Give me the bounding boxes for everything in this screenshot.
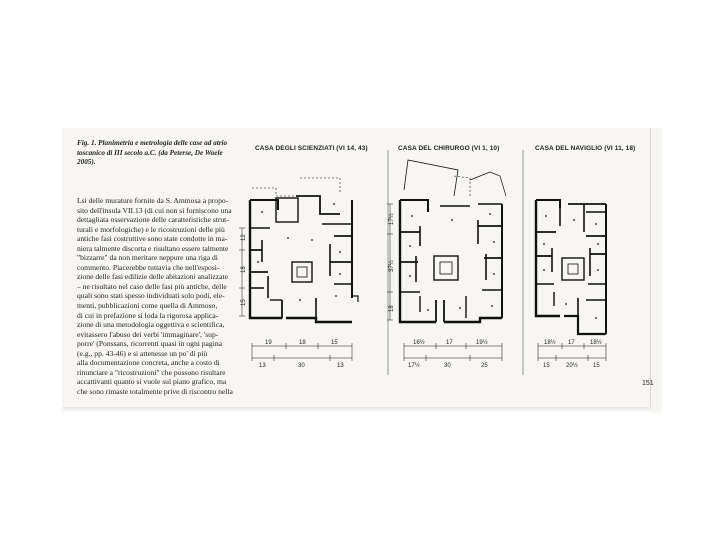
text-line: "bizzarre" da non meritare neppure una riga di: [77, 253, 218, 263]
text-line: che sono rimaste totalmente prive di riscontro nella: [77, 386, 233, 396]
dim-bottom: 13: [259, 363, 266, 369]
text-line: evitassero l'abuso dei verbi 'immaginare', 'sup-: [77, 329, 219, 339]
dim-bottom: 20½: [566, 363, 578, 369]
dim-bottom: 15: [331, 340, 338, 346]
plan-scienziati: [239, 178, 358, 361]
plan-title-chirurgo: CASA DEL CHIRURGO (VI 1, 10): [398, 145, 500, 152]
dim-left-3: 18: [389, 305, 395, 312]
dim-bottom: 30: [444, 363, 451, 369]
text-line: zione delle fasi edilizie delle abitazioni analizzate: [77, 272, 228, 282]
text-line: – ne risultato nel caso delle fasi più antiche, delle: [77, 281, 227, 291]
dim-bottom: 17½: [408, 363, 420, 369]
dim-bottom: 30: [298, 363, 305, 369]
text-line: (e.g., pp. 43-46) e si attenesse un po' di più: [77, 348, 208, 358]
text-line: dettagliata osservazione delle caratteristiche strut-: [77, 215, 229, 225]
plan-title-scienziati: CASA DEGLI SCIENZIATI (VI 14, 43): [255, 145, 368, 152]
text-line: menti, pubblicazioni come quella di Ammoso,: [77, 301, 218, 311]
text-line: rinunciare a "ricostruzioni" che possono risultare: [77, 367, 226, 377]
text-line: Lsi delle murature fornite da S. Ammosa a propo-: [77, 196, 229, 205]
text-line: commento. Piacerebbe tuttavia che nell'esposi-: [77, 262, 220, 272]
dim-bottom: 15: [543, 363, 550, 369]
dim-bottom: 18: [299, 340, 306, 346]
dim-bottom: 17: [446, 340, 453, 346]
text-line: accattivanti quanto si vuole sul piano grafico, ma: [77, 377, 227, 387]
text-line: quali sono stati spesso individuati solo podi, ele-: [77, 291, 225, 301]
plan-title-naviglio: CASA DEL NAVIGLIO (VI 11, 18): [535, 145, 636, 152]
plan-naviglio: [536, 200, 606, 361]
dim-bottom: 17: [568, 340, 575, 346]
dim-bottom: 15: [593, 363, 600, 369]
text-line: zione di una metodologia oggettiva e scientifica,: [77, 320, 225, 330]
dim-left-3: 15: [241, 299, 247, 306]
dim-bottom: 18½: [544, 340, 556, 346]
text-line: turali e morfologiche) e le ricostruzioni delle più: [77, 224, 225, 234]
text-line: alla documentazione concreta, anche a costo di: [77, 358, 220, 368]
dim-bottom: 18½: [590, 340, 602, 346]
page-number: 151: [642, 380, 654, 387]
text-line: porre' (Ponssans, ricorrenti quasi in ogni pagina: [77, 339, 222, 349]
dim-left-2: 18: [241, 266, 247, 273]
dim-left-1: 17½: [389, 213, 395, 225]
dim-bottom: 19½: [476, 340, 488, 346]
text-line: sito dell'insula VII.13 (di cui non si forniscono una: [77, 205, 232, 215]
figure-caption: Fig. 1. Planimetria e metrologia delle case ad atrio toscanico di III secolo a.C. (da Peterse, De Waele 2005).: [77, 139, 228, 166]
dim-bottom: 16½: [413, 340, 425, 346]
dim-bottom: 13: [337, 363, 344, 369]
dim-bottom: 25: [481, 363, 488, 369]
dim-left-1: 12: [241, 234, 247, 241]
dim-bottom: 19: [265, 340, 272, 346]
text-line: di cui in prefazione si loda la rigorosa applica-: [77, 310, 219, 320]
dim-left-2: 37½: [389, 260, 395, 272]
text-line: niera talmente discorta e risultano essere talmente: [77, 243, 229, 253]
plan-chirurgo: [387, 160, 506, 361]
text-line: antiche fasi costruttive sono state condotte in ma-: [77, 234, 228, 244]
